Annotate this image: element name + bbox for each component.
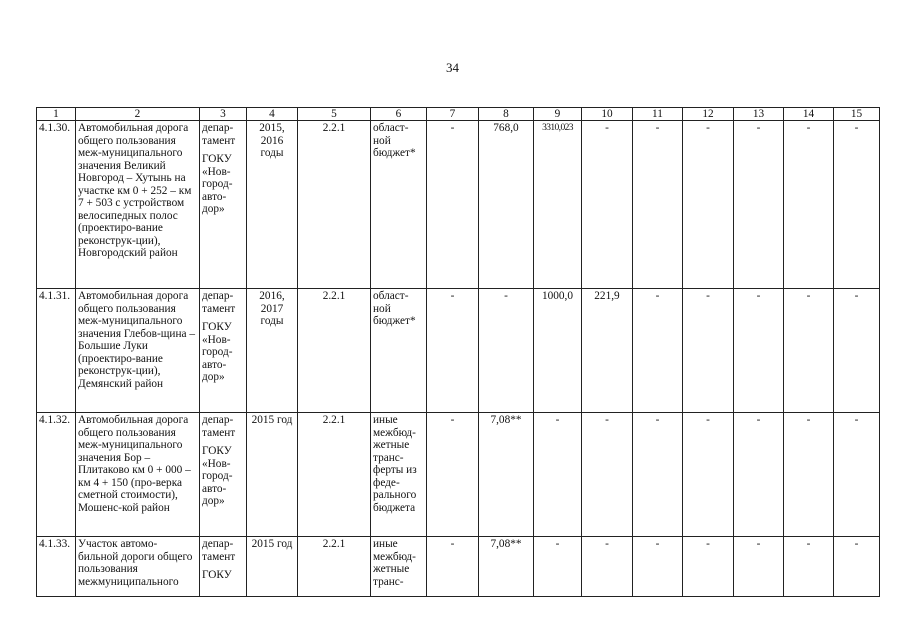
funding-source: област-ной бюджет* <box>371 121 427 289</box>
cell-value: - <box>784 289 834 413</box>
cell-value: - <box>582 413 633 537</box>
column-header: 8 <box>479 108 534 121</box>
column-header: 11 <box>633 108 683 121</box>
cell-value: 7,08** <box>479 413 534 537</box>
column-header: 9 <box>534 108 582 121</box>
cell-value <box>534 537 582 597</box>
cell-value <box>479 537 534 597</box>
target-code-text: 2.2.1 <box>322 538 346 550</box>
table-row <box>37 121 880 289</box>
column-header: 12 <box>683 108 734 121</box>
executor-org: ГОКУ «Нов-город-авто-дор» <box>202 153 233 215</box>
cell-value: 768,0 <box>479 121 534 289</box>
target-code: 2.2.1 <box>298 121 371 289</box>
cell-value <box>834 537 880 597</box>
cell-value-text: - <box>655 538 660 550</box>
cell-value-text: - <box>555 538 560 550</box>
row-number: 4.1.32. <box>37 413 76 537</box>
column-header: 6 <box>371 108 427 121</box>
years-text: 2015 год <box>251 538 293 550</box>
cell-value-text: - <box>854 538 859 550</box>
cell-value <box>633 537 683 597</box>
column-header: 4 <box>247 108 298 121</box>
row-number-text: 4.1.33. <box>39 538 71 550</box>
column-header: 14 <box>784 108 834 121</box>
cell-value: - <box>633 121 683 289</box>
executor-dept: депар-тамент <box>202 122 236 147</box>
executor <box>200 413 247 537</box>
target-code <box>298 537 371 597</box>
cell-value <box>734 537 784 597</box>
column-header: 13 <box>734 108 784 121</box>
funding-source <box>371 537 427 597</box>
object-name-text: Участок автомо-бильной дороги общего пользования межмуниципального <box>78 538 193 588</box>
row-number <box>37 537 76 597</box>
cell-value: - <box>633 289 683 413</box>
cell-value: 3310,023 <box>534 121 582 289</box>
executor <box>200 121 247 289</box>
table-row <box>37 413 880 537</box>
header-row <box>37 108 880 121</box>
cell-value <box>582 537 633 597</box>
cell-value: - <box>834 413 880 537</box>
cell-value <box>427 537 479 597</box>
cell-value: - <box>683 121 734 289</box>
cell-value-text: - <box>450 538 455 550</box>
cell-value-text: - <box>756 538 761 550</box>
table-row <box>37 289 880 413</box>
executor-dept: депар-тамент <box>202 538 236 563</box>
years: 2015, 2016 годы <box>247 121 298 289</box>
executor-org: ГОКУ <box>202 569 232 581</box>
cell-value: - <box>834 289 880 413</box>
funding-source: област-ной бюджет* <box>371 289 427 413</box>
object-name: Автомобильная дорога общего пользования меж-муниципального значения Великий Новгород – Хутынь на участке км 0 + 252 – км 7 + 503 с устройством велосипедных полос (проектиро-вание реконструк-ции), Новгородский район <box>76 121 200 289</box>
cell-value: - <box>582 121 633 289</box>
table-row <box>37 537 880 597</box>
column-header: 2 <box>76 108 200 121</box>
cell-value: - <box>633 413 683 537</box>
years <box>247 537 298 597</box>
column-header: 3 <box>200 108 247 121</box>
budget-table <box>36 107 880 597</box>
object-name: Автомобильная дорога общего пользования меж-муниципального значения Глебов-щина – Большие Луки (проектиро-вание реконструк-ции), Демянский район <box>76 289 200 413</box>
column-header: 15 <box>834 108 880 121</box>
years: 2015 год <box>247 413 298 537</box>
funding-source-text: иные межбюд-жетные транс- <box>373 538 416 588</box>
cell-value: - <box>834 121 880 289</box>
cell-value-text: 7,08** <box>490 538 522 550</box>
column-header: 1 <box>37 108 76 121</box>
page-number: 34 <box>446 60 459 75</box>
object-name: Автомобильная дорога общего пользования меж-муниципального значения Бор – Плитаково км 0 + 000 – км 4 + 150 (про-верка сметной стоимости), Мошенс-кой район <box>76 413 200 537</box>
executor-org: ГОКУ «Нов-город-авто-дор» <box>202 321 233 383</box>
cell-value-text: - <box>605 538 609 550</box>
cell-value-text: - <box>706 538 710 550</box>
cell-value: 1000,0 <box>534 289 582 413</box>
cell-value: - <box>427 121 479 289</box>
funding-source: иные межбюд-жетные транс-ферты из феде-рального бюджета <box>371 413 427 537</box>
cell-value: - <box>427 413 479 537</box>
column-header: 10 <box>582 108 633 121</box>
cell-value: - <box>534 413 582 537</box>
cell-value-text: - <box>806 538 811 550</box>
target-code: 2.2.1 <box>298 289 371 413</box>
executor-dept: депар-тамент <box>202 290 236 315</box>
executor-org: ГОКУ «Нов-город-авто-дор» <box>202 445 233 507</box>
cell-value: - <box>734 413 784 537</box>
cell-value <box>784 537 834 597</box>
executor <box>200 537 247 597</box>
column-header: 5 <box>298 108 371 121</box>
target-code: 2.2.1 <box>298 413 371 537</box>
cell-value: - <box>784 121 834 289</box>
cell-value: - <box>784 413 834 537</box>
executor <box>200 289 247 413</box>
cell-value: - <box>683 289 734 413</box>
cell-value: - <box>479 289 534 413</box>
cell-value: - <box>734 289 784 413</box>
cell-value: - <box>683 413 734 537</box>
cell-value <box>683 537 734 597</box>
column-header: 7 <box>427 108 479 121</box>
cell-value: - <box>734 121 784 289</box>
row-number: 4.1.31. <box>37 289 76 413</box>
row-number: 4.1.30. <box>37 121 76 289</box>
object-name <box>76 537 200 597</box>
cell-value: - <box>427 289 479 413</box>
executor-dept: депар-тамент <box>202 414 236 439</box>
cell-value: 221,9 <box>582 289 633 413</box>
years: 2016, 2017 годы <box>247 289 298 413</box>
